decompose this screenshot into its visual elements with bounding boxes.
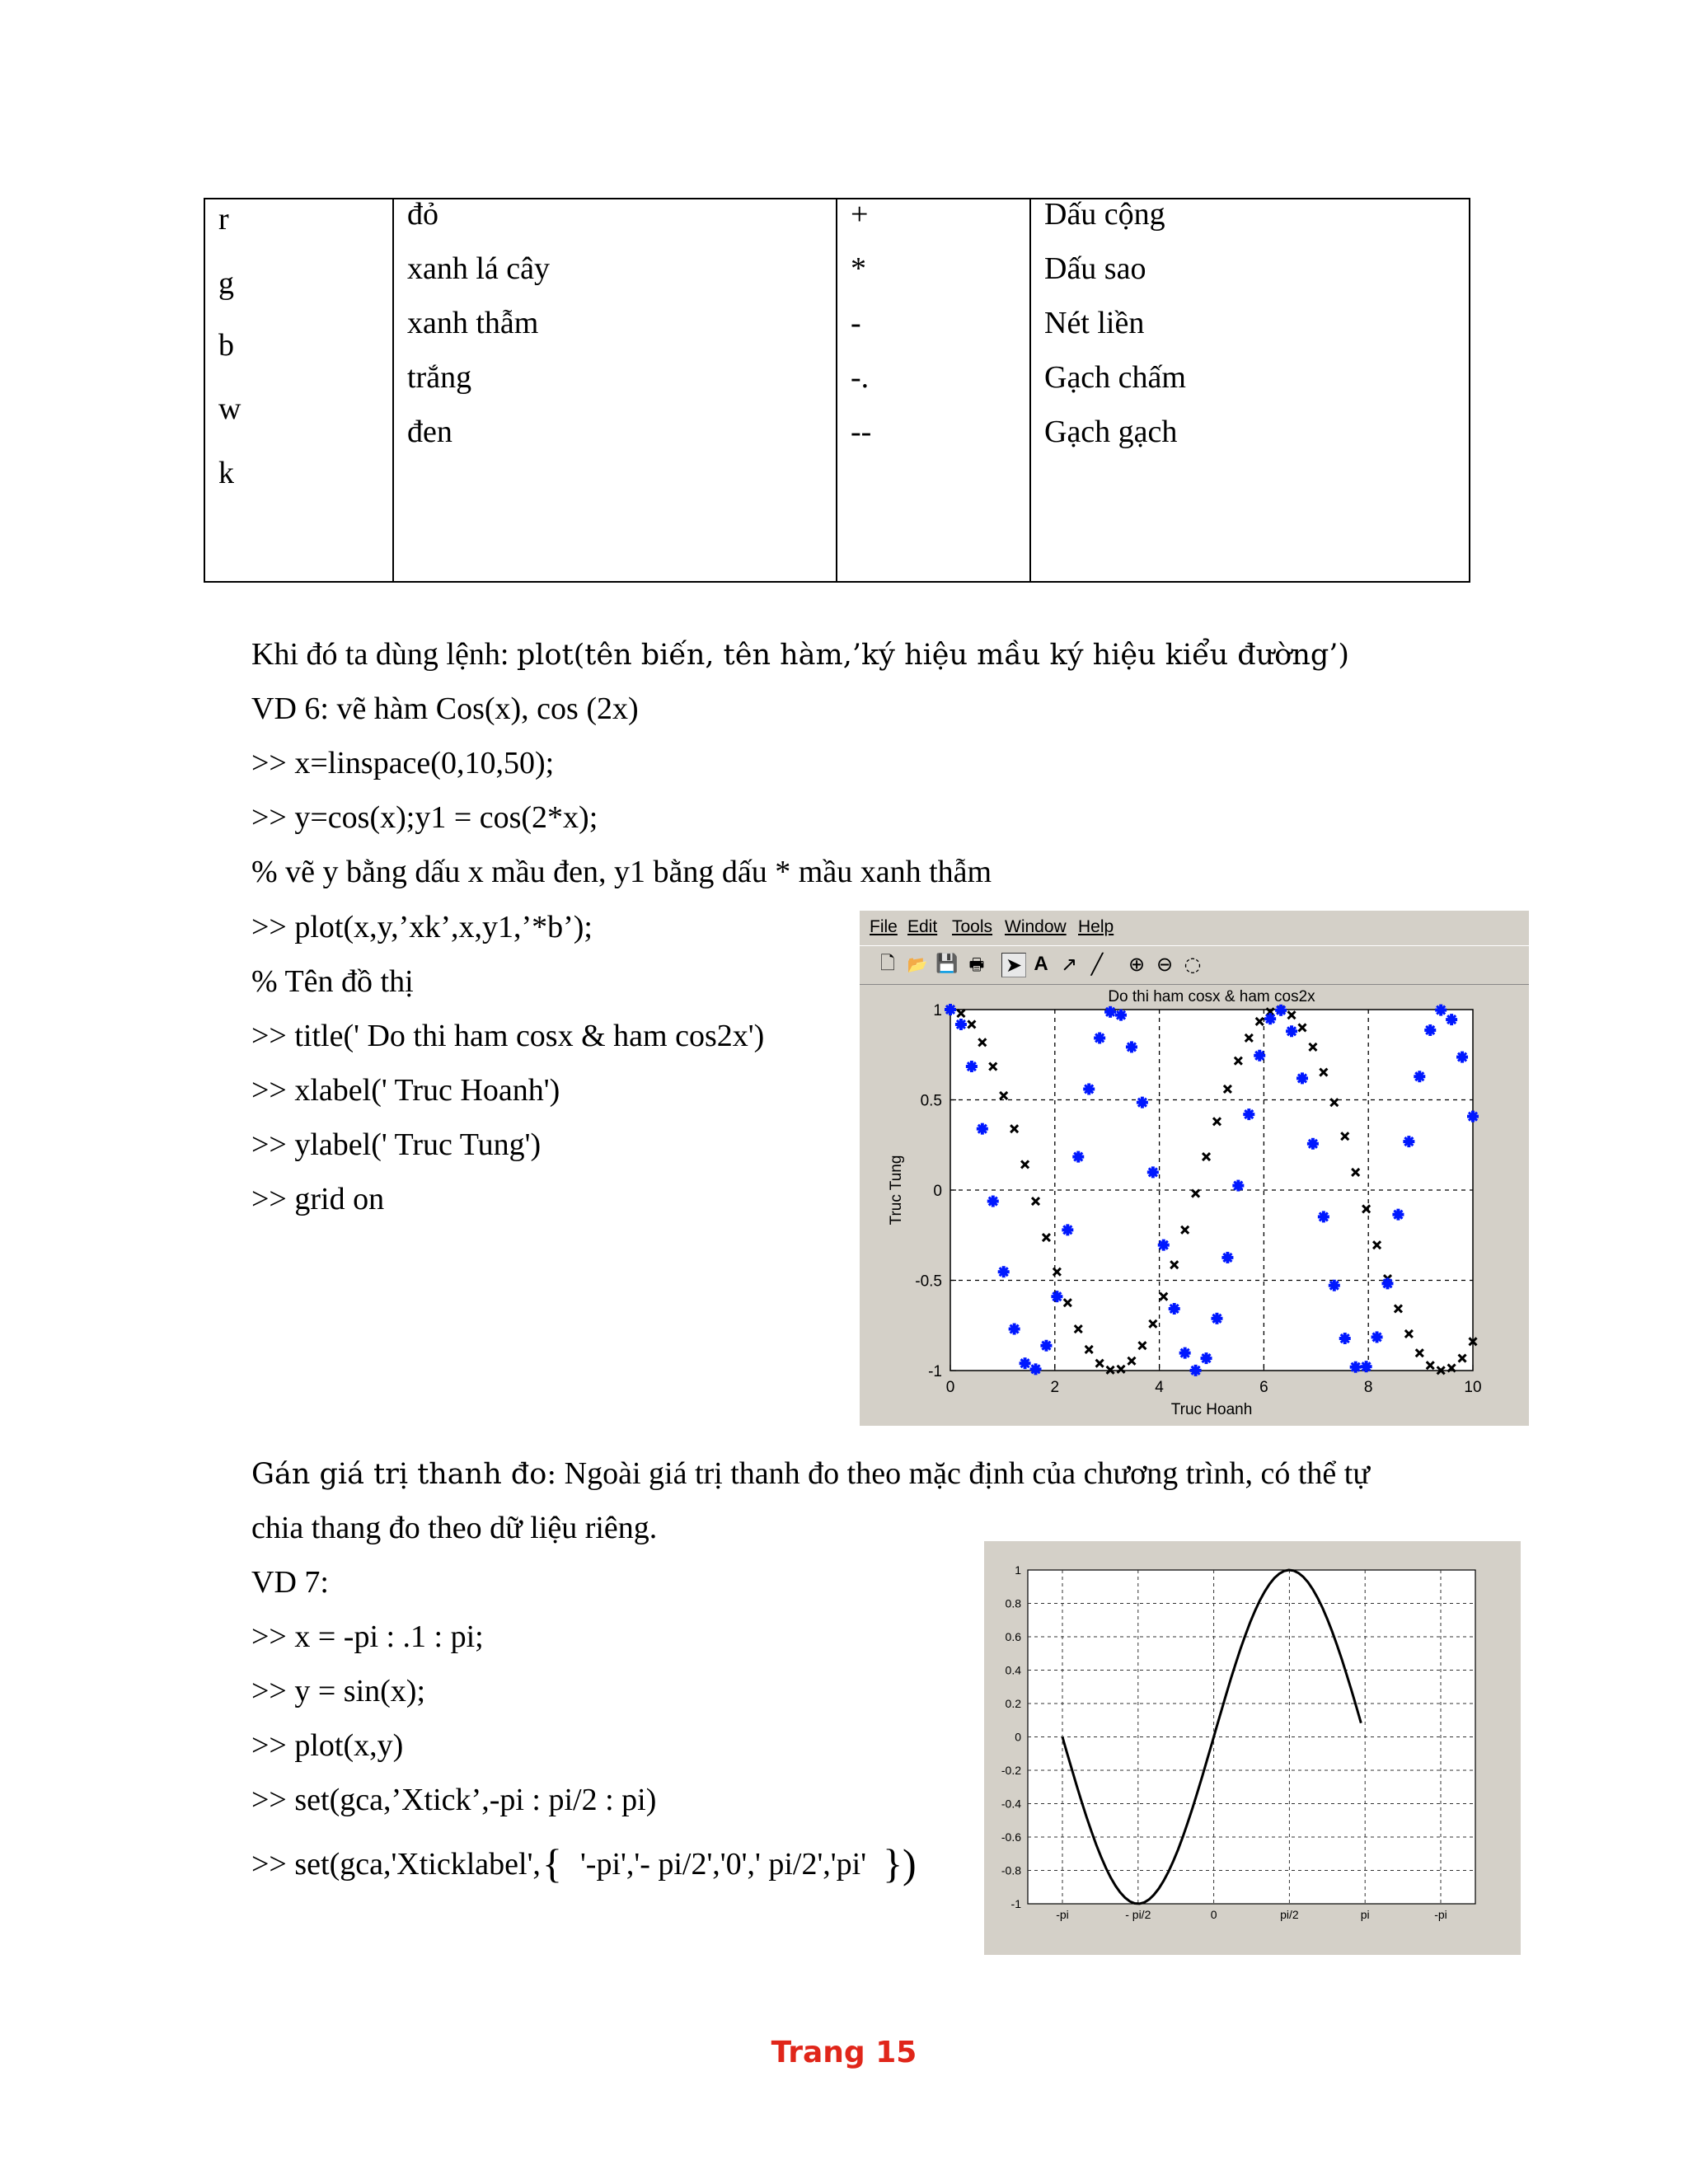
menu-tools[interactable]: Tools [952, 917, 993, 936]
new-file-icon[interactable]: 🗋 [880, 954, 895, 974]
cos-2x-point [1179, 1347, 1191, 1359]
open-folder-icon[interactable]: 📂 [907, 954, 928, 974]
code-line: >> x = -pi : .1 : pi; [251, 1619, 484, 1654]
table-cell: đen [407, 415, 452, 449]
text-icon[interactable]: A [1034, 953, 1048, 975]
cos-2x-point [1030, 1363, 1042, 1375]
x-tick-label: 8 [1363, 1379, 1373, 1396]
cos-2x-point [945, 1004, 956, 1015]
cos-2x-point [1115, 1010, 1127, 1021]
table-cell: trắng [407, 360, 472, 395]
menu-file[interactable]: File [870, 917, 898, 936]
print-icon[interactable]: 🖶 [968, 954, 985, 974]
y-axis-label: Truc Tung [888, 1155, 905, 1226]
example-heading: VD 6: vẽ hàm Cos(x), cos (2x) [251, 691, 639, 726]
table-cell: g [218, 266, 234, 301]
x-tick-label: 4 [1155, 1379, 1164, 1396]
page-number: Trang 15 [771, 2036, 917, 2069]
table-cell: + [851, 197, 869, 232]
cos-2x-point [1414, 1071, 1425, 1082]
cos-2x-point [1232, 1180, 1244, 1192]
menu-edit[interactable]: Edit [907, 917, 938, 936]
y-tick-label: 0.2 [1005, 1697, 1021, 1710]
table-col-color-code [204, 199, 393, 582]
y-tick-label: -1 [928, 1363, 942, 1380]
x-axis-label: Truc Hoanh [1170, 1401, 1253, 1418]
cos-2x-point [1318, 1211, 1329, 1222]
figure-window-1 [860, 911, 1529, 1426]
y-tick-label: 0 [1015, 1730, 1021, 1744]
cos-2x-point [1126, 1041, 1137, 1052]
color-style-table [204, 198, 1470, 583]
x-tick-label: 2 [1050, 1379, 1060, 1396]
x-tick-label: 6 [1259, 1379, 1268, 1396]
code-line: >> y = sin(x); [251, 1674, 426, 1708]
x-tick-label: 0 [945, 1379, 955, 1396]
table-cell: -- [851, 415, 872, 449]
x-tick-label: 10 [1464, 1379, 1482, 1396]
y-tick-label: 1 [1015, 1563, 1021, 1577]
cos-2x-point [1435, 1005, 1447, 1016]
table-cell: -. [851, 360, 870, 395]
cos-2x-point [1201, 1352, 1212, 1364]
table-cell: Gạch gạch [1044, 415, 1178, 449]
x-tick-label: pi/2 [1280, 1908, 1299, 1921]
code-line [251, 1840, 917, 1887]
table-cell: * [851, 251, 866, 286]
table-col-color-name [393, 199, 837, 582]
code-line: >> xlabel(' Truc Hoanh') [251, 1073, 560, 1108]
plot-syntax: plot(tên biến, tên hàm,’ký hiệu mầu ký hiệu kiểu đường’) [516, 639, 1350, 672]
code-line: >> plot(x,y,’xk’,x,y1,’*b’); [251, 910, 593, 944]
cos-2x-point [987, 1196, 999, 1207]
cos-2x-point [1009, 1324, 1020, 1335]
cos-2x-point [1020, 1357, 1031, 1369]
table-cell: xanh thẫm [407, 306, 539, 340]
code-line: >> y=cos(x);y1 = cos(2*x); [251, 800, 598, 835]
x-tick-label: pi [1360, 1908, 1370, 1921]
y-tick-label: 0.6 [1005, 1630, 1021, 1643]
table-cell: k [218, 456, 234, 490]
cos-2x-point [1104, 1006, 1116, 1018]
table-cell: r [218, 202, 229, 237]
cos-2x-point [1361, 1361, 1372, 1372]
text-line [251, 636, 1349, 673]
figure-menubar [860, 911, 1529, 945]
cos-2x-point [1286, 1025, 1297, 1037]
cos-2x-point [1094, 1032, 1105, 1043]
figure-window-2 [984, 1541, 1521, 1955]
cos-2x-point [1307, 1138, 1319, 1150]
cos-2x-point [1350, 1361, 1362, 1373]
code-line: >> grid on [251, 1182, 385, 1216]
cos-2x-point [1051, 1291, 1062, 1302]
y-tick-label: -1 [1010, 1897, 1021, 1910]
cos-2x-point [1211, 1313, 1222, 1324]
y-tick-label: -0.5 [915, 1272, 942, 1291]
table-cell: Nét liền [1044, 306, 1145, 340]
cos-2x-point [1446, 1014, 1457, 1025]
plot-area [950, 1010, 1473, 1371]
code-line: >> ylabel(' Truc Tung') [251, 1127, 542, 1162]
comment-line: % Tên đồ thị [251, 964, 414, 999]
example-heading: VD 7: [251, 1565, 329, 1600]
table-cell: đỏ [407, 197, 438, 232]
text-span: '-pi','- pi/2','0',' pi/2','pi' [579, 1847, 867, 1882]
paragraph-line [251, 1455, 1370, 1492]
zoom-out-icon[interactable]: ⊖ [1156, 953, 1174, 976]
code-line: >> set(gca,’Xtick’,-pi : pi/2 : pi) [251, 1783, 657, 1817]
code-line: >> plot(x,y) [251, 1728, 404, 1763]
cos-2x-point [1158, 1240, 1170, 1251]
cos-2x-point [1243, 1108, 1254, 1120]
brace-open: { [542, 1840, 562, 1886]
cos-2x-point [1296, 1072, 1308, 1084]
cos-2x-point [1467, 1111, 1479, 1122]
cos-2x-point [1392, 1209, 1404, 1221]
text-span: >> set(gca,'Xticklabel', [251, 1847, 541, 1882]
table-col-line-code [837, 199, 1030, 582]
code-line: >> x=linspace(0,10,50); [251, 746, 555, 780]
save-icon[interactable]: 💾 [935, 954, 959, 974]
figure-toolbar [860, 945, 1529, 985]
cos-2x-point [1072, 1151, 1084, 1163]
cos-2x-point [1062, 1224, 1073, 1235]
cos-2x-point [1456, 1052, 1468, 1063]
y-tick-label: -0.8 [1001, 1863, 1021, 1877]
table-cell: Dấu cộng [1044, 197, 1165, 232]
cos-2x-point [1339, 1333, 1351, 1344]
table-cell: w [218, 391, 241, 426]
x-tick-label: - pi/2 [1125, 1908, 1151, 1921]
comment-line: % vẽ y bằng dấu x mầu đen, y1 bằng dấu * mầu xanh thẫm [251, 855, 992, 889]
menu-help[interactable]: Help [1078, 917, 1114, 936]
zoom-in-icon[interactable]: ⊕ [1128, 953, 1146, 976]
cos-2x-point [1424, 1024, 1436, 1036]
y-tick-label: 0 [933, 1183, 942, 1200]
rotate-icon[interactable]: ◌ [1184, 953, 1202, 976]
table-cell: - [851, 306, 861, 340]
cos-2x-point [1040, 1340, 1052, 1352]
cos-2x-point [1254, 1050, 1265, 1062]
cos-scatter-chart [860, 983, 1529, 1426]
arrow-icon[interactable]: ↗ [1060, 953, 1078, 976]
table-cell: Gạch chấm [1044, 360, 1186, 395]
cos-2x-point [1169, 1303, 1180, 1315]
cos-2x-point [1372, 1331, 1383, 1343]
cos-2x-point [1381, 1277, 1393, 1289]
cos-2x-point [1190, 1365, 1202, 1376]
code-line: >> title(' Do thi ham cosx & ham cos2x') [251, 1019, 765, 1053]
cos-2x-point [966, 1061, 978, 1072]
y-tick-label: -0.2 [1001, 1764, 1021, 1777]
table-col-line-name [1030, 199, 1470, 582]
cos-2x-point [1275, 1005, 1287, 1016]
cos-2x-point [955, 1019, 967, 1030]
y-tick-label: 0.5 [920, 1092, 942, 1110]
x-tick-label: -pi [1434, 1908, 1447, 1921]
cos-2x-point [1137, 1097, 1148, 1108]
y-tick-label: 1 [933, 1002, 942, 1019]
cos-2x-point [1221, 1252, 1233, 1263]
y-tick-label: 0.4 [1005, 1663, 1021, 1677]
paragraph-heading: Gán giá trị thanh đo: [251, 1458, 557, 1491]
y-tick-label: 0.8 [1005, 1596, 1021, 1610]
y-tick-label: -0.6 [1001, 1830, 1021, 1844]
pointer-icon[interactable]: ➤ [1001, 953, 1026, 977]
menu-window[interactable]: Window [1005, 917, 1067, 936]
cos-2x-point [1147, 1166, 1159, 1178]
brace-close: }) [883, 1840, 917, 1886]
table-cell: xanh lá cây [407, 251, 551, 286]
sine-line-chart [984, 1541, 1521, 1955]
table-cell: Dấu sao [1044, 251, 1146, 286]
cos-2x-point [1083, 1083, 1095, 1094]
table-cell: b [218, 328, 234, 363]
cos-2x-point [998, 1266, 1010, 1277]
paragraph-line: chia thang đo theo dữ liệu riêng. [251, 1511, 658, 1545]
x-tick-label: -pi [1056, 1908, 1069, 1921]
cos-2x-point [1329, 1280, 1340, 1291]
x-tick-label: 0 [1210, 1908, 1217, 1921]
text-span: Khi đó ta dùng lệnh: [251, 637, 517, 672]
text-span: Ngoài giá trị thanh đo theo mặc định của chương trình, có thể tự [556, 1456, 1370, 1491]
y-tick-label: -0.4 [1001, 1797, 1021, 1811]
chart-title: Do thi ham cosx & ham cos2x [1108, 988, 1315, 1005]
cos-2x-point [977, 1123, 988, 1135]
cos-2x-point [1264, 1013, 1276, 1024]
cos-2x-point [1403, 1136, 1414, 1147]
line-icon[interactable]: ╱ [1090, 953, 1104, 976]
